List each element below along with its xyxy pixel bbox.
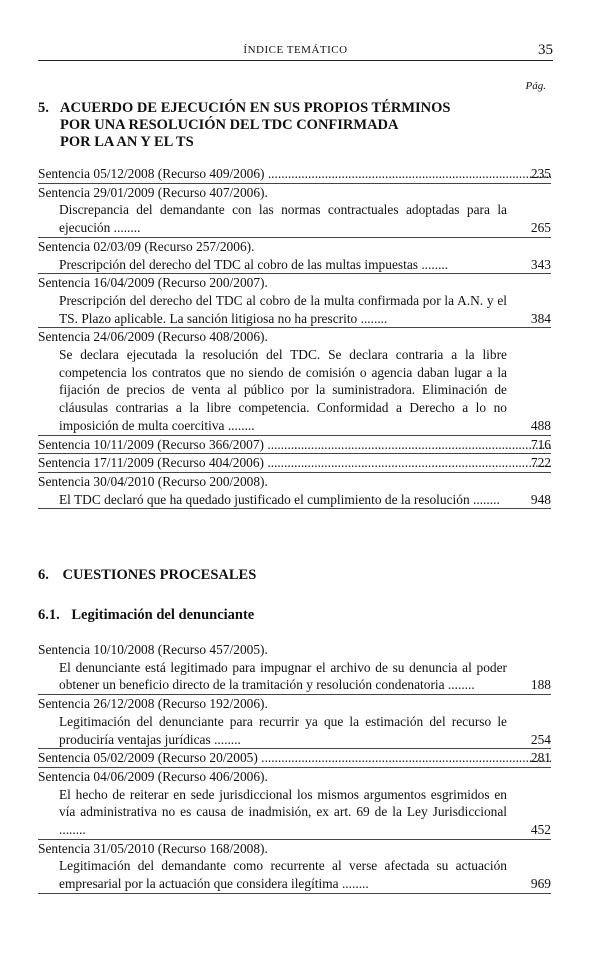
entry-page-number: 343 (530, 256, 551, 272)
index-entry (38, 749, 551, 767)
entry-description-text: El denunciante está legitimado para impugnar el archivo de su denuncia al poder obtener un beneficio directo de la tramitación y resolución condenatoria (59, 659, 507, 693)
section-5-entries (38, 165, 551, 509)
running-header (38, 42, 553, 64)
entry-case: Sentencia 16/04/2009 (Recurso 200/2007). (38, 275, 268, 291)
entry-case: Sentencia 02/03/09 (Recurso 257/2006). (38, 238, 255, 254)
entry-page-number: 188 (530, 677, 551, 693)
entry-page-number: 235 (530, 166, 551, 181)
entry-description-text: El TDC declaró que ha quedado justificado el cumplimiento de la resolución (59, 491, 470, 507)
pag-label: Pág. (525, 80, 546, 92)
entry-description (59, 857, 551, 892)
entry-page-number: 948 (530, 491, 551, 507)
entry-case: Sentencia 17/11/2009 (Recurso 404/2006) ..... (38, 454, 551, 472)
entry-page-number: 452 (530, 822, 551, 838)
entry-description (59, 292, 551, 327)
index-entry (38, 328, 551, 434)
section-6-1-entries (38, 641, 551, 894)
section-5-title (60, 100, 478, 151)
entry-description (59, 786, 551, 839)
section-6-title: CUESTIONES PROCESALES (62, 567, 257, 583)
dot-leader: ........ (110, 220, 141, 236)
running-header-title: ÍNDICE TEMÁTICO (243, 44, 348, 56)
entry-description-text: Discrepancia del demandante con las normas contractuales adoptadas para la ejecución (59, 202, 507, 236)
entry-description (59, 659, 551, 694)
entry-description (59, 346, 551, 435)
index-entry (38, 454, 551, 472)
subsection-6-1-heading (38, 607, 254, 624)
entry-description (59, 491, 551, 509)
section-5-title-line: POR LA AN Y EL TS (60, 134, 194, 150)
dot-leader: ........ (224, 417, 255, 433)
entry-description (59, 256, 551, 274)
entry-description-text: El hecho de reiterar en sede jurisdiccional los mismos argumentos esgrimidos en vía administrativa no es causa de inadmisión, ex art. 69 de la Ley Jurisdiccional (59, 786, 507, 820)
header-rule (38, 60, 553, 61)
entry-case: Sentencia 04/06/2009 (Recurso 406/2006). (38, 768, 268, 784)
index-entry (38, 436, 551, 454)
dot-leader: ........ (338, 876, 369, 892)
dot-leader: ........ (59, 822, 86, 838)
page-number: 35 (538, 42, 553, 58)
dot-leader: ........ (444, 677, 475, 693)
index-entry (38, 274, 551, 327)
section-6-heading (38, 567, 256, 584)
entry-description (59, 201, 551, 236)
subsection-6-1-number: 6.1. (38, 607, 60, 623)
entry-divider (38, 508, 551, 509)
index-entry (38, 473, 551, 508)
entry-page-number: 488 (530, 417, 551, 433)
entry-case: Sentencia 31/05/2010 (Recurso 168/2008). (38, 840, 268, 856)
entry-page-number: 969 (530, 876, 551, 892)
dot-leader: ........ (417, 256, 449, 272)
dot-leader: ........ (469, 491, 500, 507)
section-5-title-line: POR UNA RESOLUCIÓN DEL TDC CONFIRMADA (60, 117, 399, 133)
entry-description-text: Se declara ejecutada la resolución del TDC. Se declara contraria a la libre competencia los contratos que no siendo de comisión o agencia daban lugar a la fijación de precios de venta al público por la suministradora. Eliminación de cláusulas contrarias a la libre competencia. Conformidad a Derecho a lo no imposición de multa coercitiva (59, 347, 507, 433)
subsection-6-1-title: Legitimación del denunciante (71, 607, 255, 623)
index-entry (38, 840, 551, 893)
section-5-title-line: ACUERDO DE EJECUCIÓN EN SUS PROPIOS TÉRMINOS (60, 100, 451, 116)
entry-description-text: Prescripción del derecho del TDC al cobro de las multas impuestas (59, 256, 418, 272)
entry-case: Sentencia 29/01/2009 (Recurso 407/2006). (38, 184, 268, 200)
entry-description (59, 713, 551, 748)
dot-leader: ........ (357, 310, 388, 326)
entry-description-text: Prescripción del derecho del TDC al cobro de la multa confirmada por la A.N. y el TS. Plazo aplicable. La sanción litigiosa no ha prescrito (59, 292, 507, 326)
entry-description-text: Legitimación del denunciante para recurrir ya que la estimación del recurso le produciría ventajas jurídicas (59, 713, 507, 747)
index-entry (38, 695, 551, 748)
entry-page-number: 722 (530, 455, 551, 471)
section-6-number: 6. (38, 567, 49, 583)
entry-description-text: Legitimación del demandante como recurrente al verse afectada su actuación empresarial por la actuación que considera ilegítima (59, 858, 507, 892)
entry-case: Sentencia 10/11/2009 (Recurso 366/2007) ..... (38, 436, 551, 454)
index-entry (38, 641, 551, 694)
entry-case: Sentencia 26/12/2008 (Recurso 192/2006). (38, 696, 268, 712)
entry-page-number: 716 (530, 436, 551, 452)
entry-case: Sentencia 24/06/2009 (Recurso 408/2006). (38, 329, 268, 345)
entry-case: Sentencia 05/02/2009 (Recurso 20/2005) ..... (38, 749, 551, 767)
index-entry (38, 184, 551, 237)
index-entry (38, 165, 551, 183)
index-entry (38, 768, 551, 839)
entry-case: Sentencia 05/12/2008 (Recurso 409/2006) ..... (38, 165, 551, 183)
entry-page-number: 384 (530, 310, 551, 326)
dot-leader: ........ (210, 731, 241, 747)
entry-page-number: 265 (530, 220, 551, 236)
entry-page-number: 281 (530, 750, 551, 766)
index-entry (38, 238, 551, 273)
entry-divider (38, 893, 551, 894)
section-5-number: 5. (38, 100, 49, 116)
entry-case: Sentencia 10/10/2008 (Recurso 457/2005). (38, 642, 268, 657)
entry-case: Sentencia 30/04/2010 (Recurso 200/2008). (38, 473, 268, 489)
entry-page-number: 254 (530, 731, 551, 747)
section-5-heading (38, 100, 478, 151)
